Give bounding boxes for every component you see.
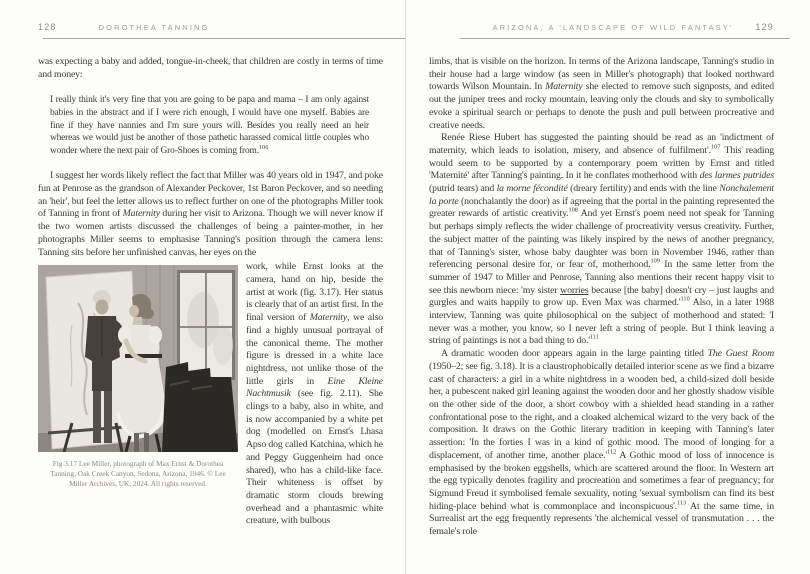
running-head-right: ARIZONA, A 'LANDSCAPE OF WILD FANTASY' <box>492 23 734 32</box>
page-number-right: 129 <box>755 22 774 32</box>
photo-ernst-tanning-studio <box>38 265 238 452</box>
header-rule-right <box>460 38 790 39</box>
page-header-left <box>38 22 383 32</box>
paragraph-continuation: limbs, that is visible on the horizon. In terms of the Arizona landscape, Tanning's studio in their house had a large window (as seen in Miller's photograph) that looked northward towards Wilson Mountain. In Maternity she elected to remove such signposts, and edited out the juniper trees and rocky mountain, leaving only the clouds and sky to symbolically evoke a spiritual search or perhaps to denote the push and pull between procreative and creative needs. <box>429 56 774 131</box>
page-header-right <box>429 22 774 32</box>
page-right <box>405 0 810 574</box>
paragraph-hubert: Renée Riese Hubert has suggested the painting should be read as an 'indictment of maternity, which leads to isolation, misery, and absence of fulfilment'.$^{107}$ This reading would seem to be supported by a contemporary poem written by Ernst and titled 'Maternité' after Tanning's painting. In it he conflates motherhood with des larmes putrides (putrid tears) and la morne fécondité (dreary fertility) and ends with the line Nonchalement la porte (nonchalantly the door) as if agreeing that the portal in the painting represented the greater rewards of artistic creativity.$^{108}$ And yet Ernst's poem need not speak for Tanning but perhaps simply reflects the wider challenge of procreativity versus creativity. Further, the subject matter of the painting was likely inspired by the news of another pregnancy, that of Tanning's sister, whose baby daughter was born in November 1946, rather than referencing personal desire for, or fear of, motherhood.$^{109}$ In the same letter from the summer of 1947 to Miller and Penrose, Tanning also mentions their recent happy visit to see this newborn niece: 'my sister worries because [the baby] doesn't cry – just laughs and gurgles and waits happily to grow up. Even Max was $charmed.'^{110}$ Also, in a later 1988 interview, Tanning was quite philosophical on the subject of motherhood and stated: 'I never was a mother, you know, so I never left a string of people. But I think leaving a string of paintings is not a bad thing to $do.'^{111}$ <box>429 132 775 347</box>
running-head-left: DOROTHEA TANNING <box>98 23 210 32</box>
figure-3-17 <box>38 265 238 488</box>
page-body-left <box>38 56 383 528</box>
page-number-left: 128 <box>38 22 57 32</box>
paragraph-guest-room: A dramatic wooden door appears again in the large painting titled The Guest Room (1950–2; see fig. 3.18). It is a claustrophobically detailed interior scene as we find a bizarre cast of characters: a girl in a white nightdress in a wooden bed, a child-sized doll beside her, a pubescent naked girl leaning against the wooden door and her ghostly shadow visible on the other side of the door, a short cowboy with a shielded head standing in a rather confrontational pose to the right, and a cloaked alchemical wizard to the very back of the composition. It draws on the Gothic literary tradition in keeping with Tanning's later assertion: 'In the forties I was in a kind of gothic mood. The mood of longing for a displacement, of another time, another $place.'^{112}$ A Gothic mood of loss of innocence is emphasised by the broken eggshells, which are scattered around the floor. In Western art the egg typically denotes fragility and procreation and sometimes a fear of pregnancy; for Sigmund Freud it symbolised female sexuality, noting 'sexual symbolism can find its best hiding-place behind what is commonplace and inconspicuous'.$^{113}$ At the same time, in Surrealist art the egg frequently represents 'the alchemical vessel of transmutation . . . the female's role <box>429 348 774 538</box>
figure-caption: Fig 3.17 Lee Miller, photograph of Max Ernst & Dorothea Tanning, Oak Creek Canyon, Sedona, Arizona, 1946. © Lee Miller Archives, UK, 2024. All rights reserved. <box>50 459 226 488</box>
block-quote-letter: I really think it's very fine that you are going to be papa and mama – I am only against babies in the abstract and if I were rich enough, I would have one myself. Babies are fine if they have nannies and I'm sure yours will. Besides you really need an heir whereas we would just be another of those pathetic harassed comical little couples who wonder where the next pair of Gro-Shoes is coming from.$^{106}$ <box>50 95 369 156</box>
header-rule-left <box>43 38 405 39</box>
page-body-right <box>429 56 774 539</box>
paragraph-main-wrapped: work, while Ernst looks at the camera, hand on hip, beside the artist at work (fig. 3.17). Her status is clearly that of an artist first. In the final version of Maternity, we also find a highly unusual portrayal of the canonical theme. The mother figure is dressed in a white lace nightdress, not unlike those of the little girls in Eine Kleine Nachtmusik (see fig. 2.11). She clings to a baby, also in white, and is now accompanied by a white pet dog (modelled on Ernst's Lhasa Apso dog called Katchina, which he and Peggy Guggenheim had once shared), who has a child-like face. Their whiteness is offset by dramatic storm clouds brewing overhead and a phantasmic white creature, with bulbous <box>246 261 383 527</box>
paragraph-main-start: I suggest her words likely reflect the fact that Miller was 40 years old in 1947, and poke fun at Penrose as the grandson of Alexander Peckover, 1st Baron Peckover, and so needing an 'heir', but feel the letter allows us to reflect further on one of the photographs Miller took of Tanning in front of Maternity during her visit to Arizona. Though we will never know if the two women artists discussed the challenges of being a painter-mother, in her photographs Miller seems to emphasise Tanning's position through the camera lens: Tanning sits before her unfinished canvas, her eyes on the <box>38 170 383 258</box>
figure-text-wrap <box>38 261 383 528</box>
paragraph-intro: was expecting a baby and added, tongue-in-cheek, that children are costly in terms of time and money: <box>38 56 383 80</box>
